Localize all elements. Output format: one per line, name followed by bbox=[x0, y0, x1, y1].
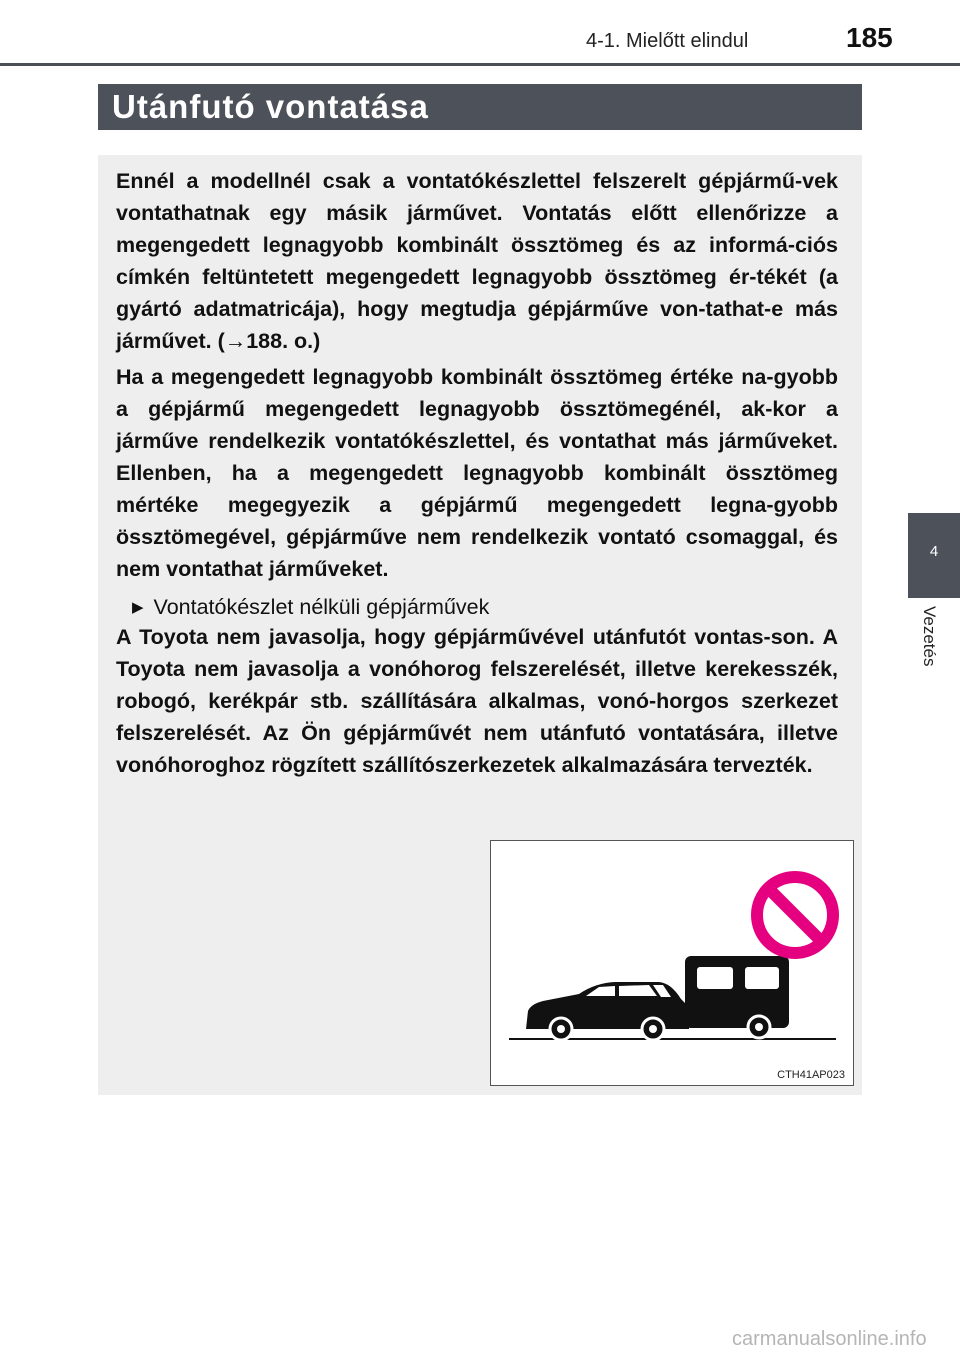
chapter-label: Vezetés bbox=[920, 606, 939, 667]
bullet-heading-text: Vontatókészlet nélküli gépjárművek bbox=[153, 595, 490, 619]
paragraph-toyota-warning: A Toyota nem javasolja, hogy gépjárművével utánfutót vontas-son. A Toyota nem javasolja a vonóhorog felszerelését, illetve kerekesszék, robogó, kerékpár stb. szállítására alkalmas, vonó-horgos szerkezet felszerelését. Az Ön gépjárművét nem utánfutó vontatására, illetve vonóhoroghoz rögzített szállítószerkezetek alkalmazására tervezték. bbox=[116, 625, 838, 777]
page-number: 185 bbox=[846, 22, 893, 53]
bullet-heading bbox=[132, 591, 489, 624]
header-section-title: 4-1. Mielőtt elindul bbox=[586, 30, 749, 52]
prohibition-icon bbox=[757, 877, 833, 953]
paragraph-intro: Ennél a modellnél csak a vontatókészlettel felszerelt gépjármű-vek vontathatnak egy másik járművet. Vontatás előtt ellenőrizze a megengedett legnagyobb kombinált össztömeg és az informá-ciós címkén feltüntetett megengedett legnagyobb össztömeg ér-tékét (a gyártó adatmatricája), hogy megtudja gépjárműve von-tathat-e más járművet. (→188. o.) bbox=[116, 169, 838, 353]
illustration-no-towing bbox=[490, 840, 854, 1086]
illustration-drawing bbox=[491, 841, 853, 1085]
page-title: Utánfutó vontatása bbox=[112, 88, 429, 125]
triangle-bullet-icon: ▶ bbox=[132, 599, 144, 616]
trailer-icon bbox=[685, 956, 789, 1038]
watermark-text: carmanualsonline.info bbox=[732, 1328, 927, 1350]
content-box bbox=[98, 155, 862, 1095]
figure-code: CTH41AP023 bbox=[777, 1069, 845, 1081]
chapter-tab bbox=[908, 513, 960, 598]
paragraph-mass-rule: Ha a megengedett legnagyobb kombinált össztömeg értéke na-gyobb a gépjármű megengedett legnagyobb össztömegénél, ak-kor a járműve rendelkezik vontatókészlettel, és vontathat más járműveket. Ellenben, ha a megengedett legnagyobb kombinált össztömeg mértéke megegyezik a gépjármű megengedett legna-gyobb össztömegével, gépjárműve nem rendelkezik vontató csomaggal, és nem vontathat járműveket. bbox=[116, 365, 838, 581]
car-icon bbox=[526, 982, 690, 1040]
header-divider bbox=[0, 63, 960, 66]
title-bar bbox=[98, 84, 862, 130]
chapter-number: 4 bbox=[929, 543, 939, 560]
